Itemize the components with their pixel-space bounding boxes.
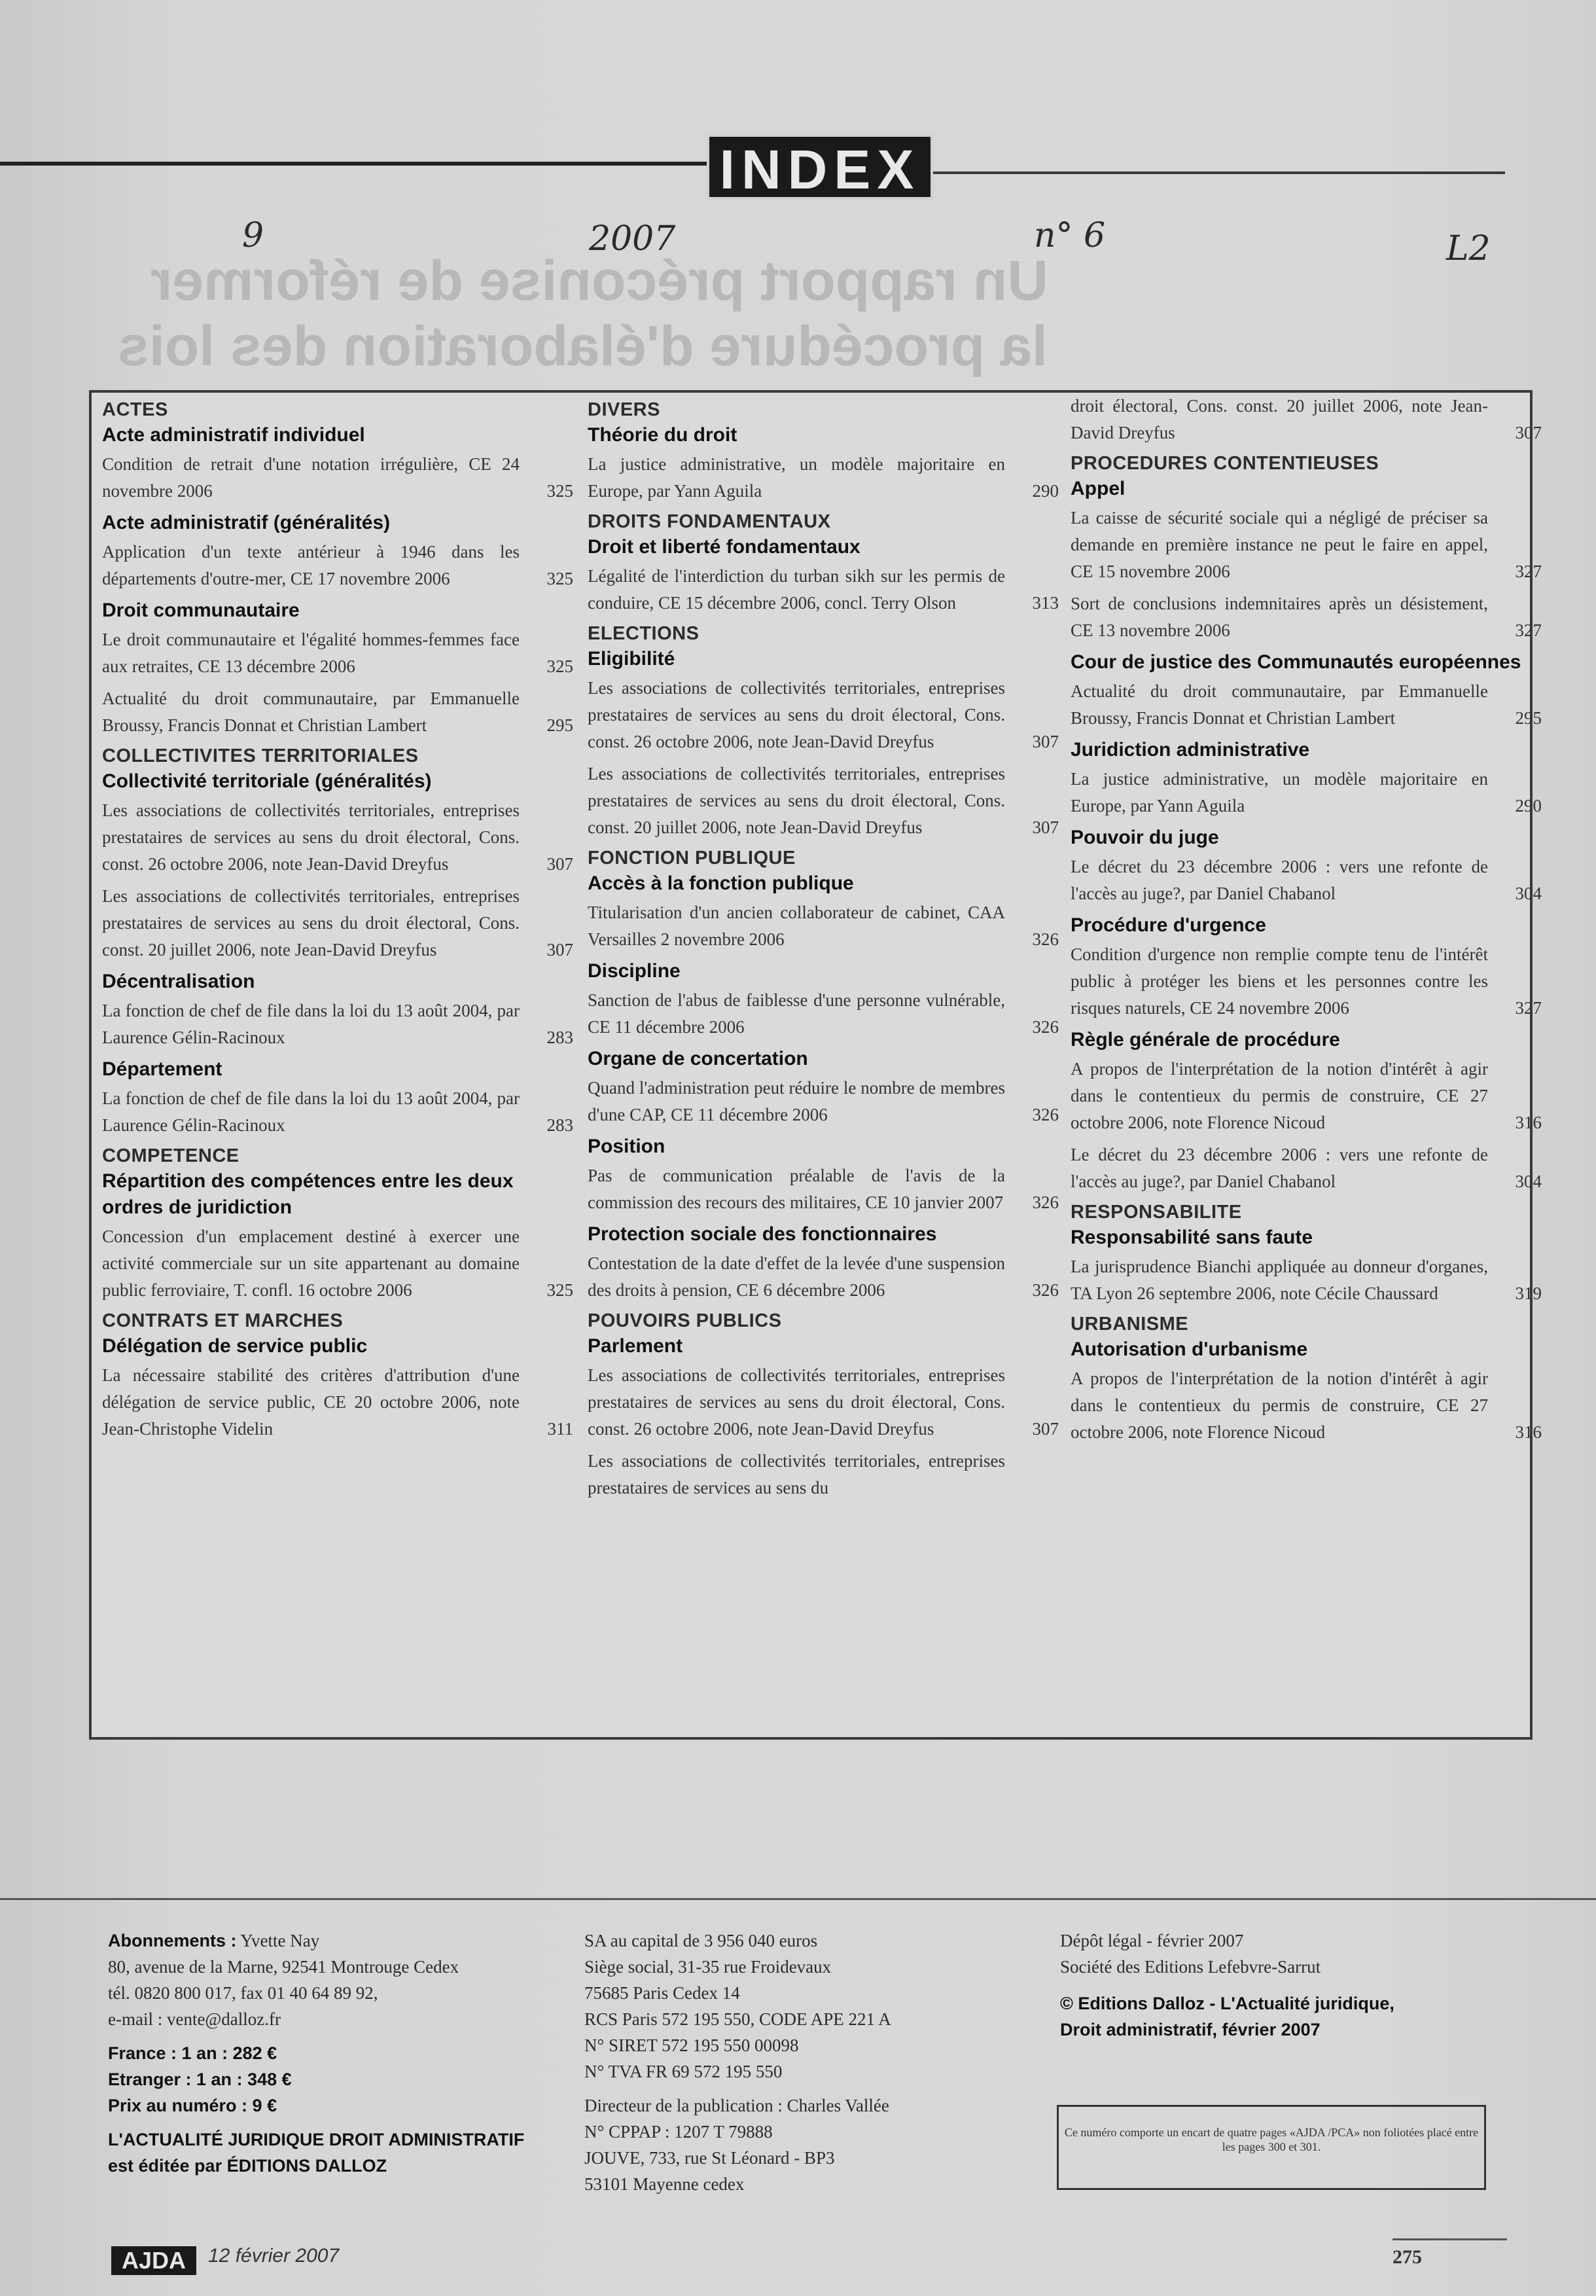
subheading: Appel [1071,478,1126,499]
subheading: Position [588,1136,665,1157]
handwritten-mark-right: L2 [1446,229,1491,268]
subscription-email: e-mail : vente@dalloz.fr [108,2009,281,2029]
entry-text: Le décret du 23 décembre 2006 : vers une refonte de l'accès au juge?, par Daniel Chabanol [1071,1145,1488,1191]
entry-text: La caisse de sécurité sociale qui a négligé de préciser sa demande en première instance ne peut le faire en appel, CE 15 novembre 2006 [1071,508,1488,581]
subheading: Procédure d'urgence [1071,914,1266,936]
footer-rule [0,1898,1596,1900]
entry-text: Les associations de collectivités territoriales, entreprises prestataires de services au sens du [588,1451,1005,1498]
subheading: Acte administratif individuel [102,424,365,446]
entry-text: Le décret du 23 décembre 2006 : vers une refonte de l'accès au juge?, par Daniel Chabanol [1071,857,1488,903]
page-ref: 311 [547,1419,573,1439]
insert-notice: Ce numéro comporte un encart de quatre pages «AJDA /PCA» non foliotées placé entre les pages 300 et 301. [1057,2105,1486,2190]
entry-text: La fonction de chef de file dans la loi du 13 août 2004, par Laurence Gélin-Racinoux [102,1088,520,1135]
printer-city: 53101 Mayenne cedex [584,2174,745,2194]
bleed-through-headline-1: Un rapport préconise de réformer [151,249,1048,312]
index-entry [1071,1365,1542,1446]
subheading: Cour de justice des Communautés européennes [1071,651,1521,673]
index-title: INDEX [707,134,933,200]
page-ref: 326 [1032,1193,1059,1212]
entry-text: Sort de conclusions indemnitaires après un désistement, CE 13 novembre 2006 [1071,594,1488,640]
company-capital: SA au capital de 3 956 040 euros [584,1931,818,1950]
page-ref: 326 [1032,1105,1059,1124]
entry-text: Contestation de la date d'effet de la levée d'une suspension des droits à pension, CE 6 décembre 2006 [588,1253,1005,1300]
section-heading: CONTRATS ET MARCHES [102,1310,344,1331]
section-heading: PROCEDURES CONTENTIEUSES [1071,453,1379,474]
company-seat: Siège social, 31-35 rue Froidevaux [584,1957,832,1977]
page-ref: 326 [1032,929,1059,949]
entry-text: La justice administrative, un modèle majoritaire en Europe, par Yann Aguila [1071,769,1488,816]
subheading: Département [102,1058,222,1080]
section-heading: DROITS FONDAMENTAUX [588,511,831,532]
issue-date: 12 février 2007 [208,2245,340,2267]
entry-text: La nécessaire stabilité des critères d'attribution d'une délégation de service public, CE 20 octobre 2006, note Jean-Christophe Videlin [102,1365,520,1439]
page-ref: 290 [1032,481,1059,501]
index-entry [1071,1141,1542,1195]
company-city: 75685 Paris Cedex 14 [584,1983,740,2003]
subheading: Délégation de service public [102,1335,368,1357]
subheading: Collectivité territoriale (généralités) [102,770,432,792]
company-vat: N° TVA FR 69 572 195 550 [584,2062,783,2081]
page-ref: 307 [1515,423,1542,442]
entry-text: Les associations de collectivités territoriales, entreprises prestataires de services au sens du droit électoral, Cons. const. 26 octobre 2006, note Jean-David Dreyfus [588,1365,1005,1439]
header-rule-right [929,171,1505,174]
subheading: Répartition des compétences entre les deux ordres de juridiction [102,1170,514,1218]
index-entry [102,797,573,878]
entry-text: Les associations de collectivités territoriales, entreprises prestataires de services au sens du droit électoral, Cons. const. 26 octobre 2006, note Jean-David Dreyfus [588,678,1005,751]
page-ref: 283 [546,1028,573,1047]
index-column-1 [102,393,573,1448]
page-ref: 307 [546,854,573,874]
index-entry [102,626,573,680]
index-entry [1071,766,1542,819]
page-ref: 295 [546,715,573,735]
bleed-through-headline-2: la procédure d'élaboration des lois [118,315,1048,378]
page-ref: 326 [1032,1280,1059,1300]
subscription-contact: Yvette Nay [240,1931,320,1950]
cppap-number: N° CPPAP : 1207 T 79888 [584,2122,773,2142]
index-entry [1071,678,1542,732]
index-entry [588,1162,1059,1216]
page-ref: 313 [1032,593,1059,613]
subheading: Responsabilité sans faute [1071,1227,1313,1248]
section-heading: COLLECTIVITES TERRITORIALES [102,745,419,766]
price-per-issue: Prix au numéro : 9 € [108,2096,277,2115]
subheading: Discipline [588,960,681,982]
subscription-label: Abonnements : [108,1931,237,1950]
subscription-info [108,1928,566,2179]
index-entry [102,1362,573,1443]
copyright-line-1: © Editions Dalloz - L'Actualité juridique, [1060,1994,1394,2013]
index-entry [1071,590,1542,644]
subheading: Théorie du droit [588,424,737,446]
entry-text: La justice administrative, un modèle majoritaire en Europe, par Yann Aguila [588,454,1005,501]
printer-address: JOUVE, 733, rue St Léonard - BP3 [584,2148,835,2168]
subheading: Pouvoir du juge [1071,827,1219,848]
subheading: Accès à la fonction publique [588,872,854,894]
entry-text: Condition d'urgence non remplie compte tenu de l'intérêt public à protéger les biens et les personnes contre les risques naturels, CE 24 novembre 2006 [1071,944,1488,1018]
page-ref: 295 [1515,708,1542,728]
section-heading: ELECTIONS [588,623,700,644]
page-ref: 325 [546,481,573,501]
subheading: Parlement [588,1335,683,1357]
index-entry [1071,941,1542,1022]
page-ref: 327 [1515,620,1542,640]
handwritten-year: 2007 [589,219,676,259]
index-entry [588,675,1059,755]
subheading: Eligibilité [588,648,675,670]
section-heading: RESPONSABILITE [1071,1202,1242,1223]
entry-text: A propos de l'interprétation de la notion d'intérêt à agir dans le contentieux du permis de construire, CE 27 octobre 2006, note Florence Nicoud [1071,1059,1488,1132]
index-entry [588,761,1059,841]
page-ref: 283 [546,1115,573,1135]
publisher-line-1: L'ACTUALITÉ JURIDIQUE DROIT ADMINISTRATIF [108,2130,525,2149]
subscription-phone: tél. 0820 800 017, fax 01 40 64 89 92, [108,1983,378,2003]
subheading: Droit communautaire [102,600,300,621]
page-number: 275 [1392,2246,1422,2268]
publisher-line-2: est éditée par ÉDITIONS DALLOZ [108,2156,387,2176]
header-rule [0,162,713,166]
subheading: Organe de concertation [588,1048,808,1069]
subheading: Droit et liberté fondamentaux [588,536,860,558]
entry-text: A propos de l'interprétation de la notion d'intérêt à agir dans le contentieux du permis de construire, CE 27 octobre 2006, note Florence Nicoud [1071,1369,1488,1442]
page-ref: 326 [1032,1017,1059,1037]
entry-text: Concession d'un emplacement destiné à exercer une activité commerciale sur un site appartenant au domaine public ferroviaire, T. confl. 16 octobre 2006 [102,1227,520,1300]
index-entry [1071,1056,1542,1136]
legal-deposit: Dépôt légal - février 2007 [1060,1931,1244,1950]
entry-text: Le droit communautaire et l'égalité hommes-femmes face aux retraites, CE 13 décembre 2006 [102,630,520,676]
subheading: Protection sociale des fonctionnaires [588,1223,937,1245]
index-entry [588,1448,1059,1501]
index-entry [588,451,1059,505]
index-entry [102,539,573,592]
page-ref: 307 [1032,817,1059,837]
index-entry [102,883,573,963]
page-ref: 325 [546,569,573,588]
index-entry [588,1362,1059,1443]
entry-text: Légalité de l'interdiction du turban sikh sur les permis de conduire, CE 15 décembre 2006, concl. Terry Olson [588,566,1005,613]
section-heading: POUVOIRS PUBLICS [588,1310,782,1331]
ajda-logo: AJDA [111,2246,196,2275]
page-ref: 325 [546,656,573,676]
handwritten-mark-left: 9 [242,216,264,255]
page-ref: 316 [1515,1422,1542,1442]
entry-text: droit électoral, Cons. const. 20 juillet 2006, note Jean-David Dreyfus [1071,396,1488,442]
page-ref: 325 [546,1280,573,1300]
index-entry [588,987,1059,1041]
page-ref: 307 [1032,732,1059,751]
entry-text: Les associations de collectivités territoriales, entreprises prestataires de services au sens du droit électoral, Cons. const. 20 juillet 2006, note Jean-David Dreyfus [102,886,520,960]
index-entry [588,563,1059,617]
index-entry [1071,505,1542,585]
index-entry [102,997,573,1051]
entry-text: Actualité du droit communautaire, par Emmanuelle Broussy, Francis Donnat et Christian Lambert [1071,681,1488,728]
index-entry [102,1085,573,1139]
index-entry [102,1223,573,1304]
page-ref: 327 [1515,998,1542,1018]
subheading: Règle générale de procédure [1071,1029,1340,1050]
section-heading: ACTES [102,399,168,420]
subheading: Acte administratif (généralités) [102,512,391,533]
index-entry [102,685,573,739]
price-abroad: Etranger : 1 an : 348 € [108,2070,292,2089]
legal-info [1060,1928,1531,2043]
entry-text: Actualité du droit communautaire, par Emmanuelle Broussy, Francis Donnat et Christian Lambert [102,689,520,735]
page-ref: 304 [1515,1172,1542,1191]
subscription-line [108,1928,566,1954]
company-rcs: RCS Paris 572 195 550, CODE APE 221 A [584,2009,891,2029]
page-ref: 290 [1515,796,1542,816]
section-heading: FONCTION PUBLIQUE [588,848,796,869]
page-ref: 316 [1515,1113,1542,1132]
index-entry [588,899,1059,953]
page-number-rule [1392,2238,1507,2240]
page-ref: 304 [1515,884,1542,903]
handwritten-issue-number: n° 6 [1034,216,1106,255]
index-entry [1071,853,1542,907]
index-entry [102,451,573,505]
section-heading: DIVERS [588,399,660,420]
price-france: France : 1 an : 282 € [108,2043,277,2063]
subheading: Juridiction administrative [1071,739,1310,761]
entry-text: Application d'un texte antérieur à 1946 dans les départements d'outre-mer, CE 17 novembre 2006 [102,542,520,588]
entry-text: Sanction de l'abus de faiblesse d'une personne vulnérable, CE 11 décembre 2006 [588,990,1005,1037]
entry-text: La jurisprudence Bianchi appliquée au donneur d'organes, TA Lyon 26 septembre 2006, note Cécile Chaussard [1071,1257,1488,1303]
page-ref: 307 [546,940,573,960]
entry-text: Les associations de collectivités territoriales, entreprises prestataires de services au sens du droit électoral, Cons. const. 26 octobre 2006, note Jean-David Dreyfus [102,800,520,874]
entry-text: Quand l'administration peut réduire le nombre de membres d'une CAP, CE 11 décembre 2006 [588,1078,1005,1124]
index-entry [1071,393,1542,446]
publication-director: Directeur de la publication : Charles Vallée [584,2096,889,2115]
page-ref: 319 [1515,1283,1542,1303]
section-heading: COMPETENCE [102,1145,239,1166]
index-entry [588,1250,1059,1304]
index-entry [1071,1253,1542,1307]
entry-text: La fonction de chef de file dans la loi du 13 août 2004, par Laurence Gélin-Racinoux [102,1001,520,1047]
index-column-2 [588,393,1059,1507]
index-entry [588,1075,1059,1128]
subheading: Autorisation d'urbanisme [1071,1338,1308,1360]
entry-text: Condition de retrait d'une notation irrégulière, CE 24 novembre 2006 [102,454,520,501]
copyright-line-2: Droit administratif, février 2007 [1060,2020,1321,2039]
company-info [584,1928,1055,2197]
page-ref: 327 [1515,562,1542,581]
subheading: Décentralisation [102,971,255,992]
subscription-address: 80, avenue de la Marne, 92541 Montrouge Cedex [108,1957,459,1977]
entry-text: Pas de communication préalable de l'avis de la commission des recours des militaires, CE 10 janvier 2007 [588,1166,1005,1212]
entry-text: Les associations de collectivités territoriales, entreprises prestataires de services au sens du droit électoral, Cons. const. 20 juillet 2006, note Jean-David Dreyfus [588,764,1005,837]
entry-text: Titularisation d'un ancien collaborateur de cabinet, CAA Versailles 2 novembre 2006 [588,903,1005,949]
publisher-company: Société des Editions Lefebvre-Sarrut [1060,1957,1321,1977]
company-siret: N° SIRET 572 195 550 00098 [584,2036,799,2055]
section-heading: URBANISME [1071,1314,1189,1335]
page-ref: 307 [1032,1419,1059,1439]
index-column-3 [1071,393,1542,1451]
